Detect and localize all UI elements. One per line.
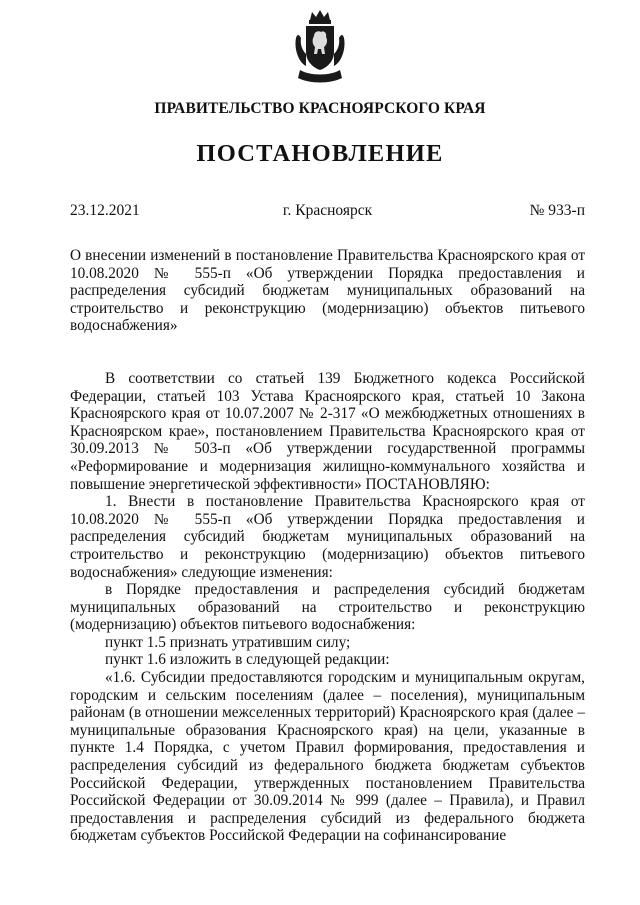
document-type: ПОСТАНОВЛЕНИЕ <box>196 140 444 167</box>
paragraph-1-6-intro: пункт 1.6 изложить в следующей редакции: <box>105 651 390 669</box>
paragraph-procedure: в Порядке предоставления и распределения субсидий бюджетам муниципальных образований на строительство и реконструкцию (модернизацию) объектов питьевого водоснабжения: <box>70 581 585 634</box>
paragraph-preamble: В соответствии со статьей 139 Бюджетного кодекса Российской Федерации, статьей 103 Устава Красноярского края, статьей 10 Закона Красноярского края от 10.07.2007 № 2-317 «О межбюджетных отношениях в Красноярском крае», постановлением Правительства Красноярского края от 30.09.2013 № 503-п «Об утверждении государственной программы «Реформирование и модернизация жилищно-коммунального хозяйства и повышение энергетической эффективности» ПОСТАНОВЛЯЮ: <box>70 369 585 493</box>
document-number: № 933-п <box>529 202 585 219</box>
paragraph-1-6-text: «1.6. Субсидии предоставляются городским и муниципальным округам, городским и сельским поселениям (далее – поселения), муниципальным районам (в отношении межселенных территорий) Красноярского края (далее – муниципальные образования Красноярского края) на цели, указанные в пункте 1.4 Порядка, с учетом Правил формирования, предоставления и распределения субсидий из федерального бюджета бюджетам субъектов Российской Федерации, утвержденных постановлением Правительства Российской Федерации от 30.09.2014 № 999 (далее – Правила), и Правил предоставления и распределения субсидий из федерального бюджета бюджетам субъектов Российской Федерации на софинансирование <box>70 669 585 845</box>
coat-of-arms-icon <box>292 8 348 84</box>
document-meta <box>70 202 585 222</box>
paragraph-item-1: 1. Внести в постановление Правительства Красноярского края от 10.08.2020 № 555-п «Об утверждении Порядка предоставления и распределения субсидий бюджетам муниципальных образований на строительство и реконструкцию (модернизацию) объектов питьевого водоснабжения» следующие изменения: <box>70 493 585 581</box>
document-body <box>70 247 585 845</box>
document-title: О внесении изменений в постановление Правительства Красноярского края от 10.08.2020 № 555-п «Об утверждении Порядка предоставления и распределения субсидий бюджетам муниципальных образований на строительство и реконструкцию (модернизацию) объектов питьевого водоснабжения» <box>70 247 585 335</box>
document-city: г. Красноярск <box>282 202 373 219</box>
document-date: 23.12.2021 <box>70 202 140 219</box>
organization-name: ПРАВИТЕЛЬСТВО КРАСНОЯРСКОГО КРАЯ <box>154 100 486 117</box>
paragraph-1-5: пункт 1.5 признать утратившим силу; <box>105 633 351 651</box>
